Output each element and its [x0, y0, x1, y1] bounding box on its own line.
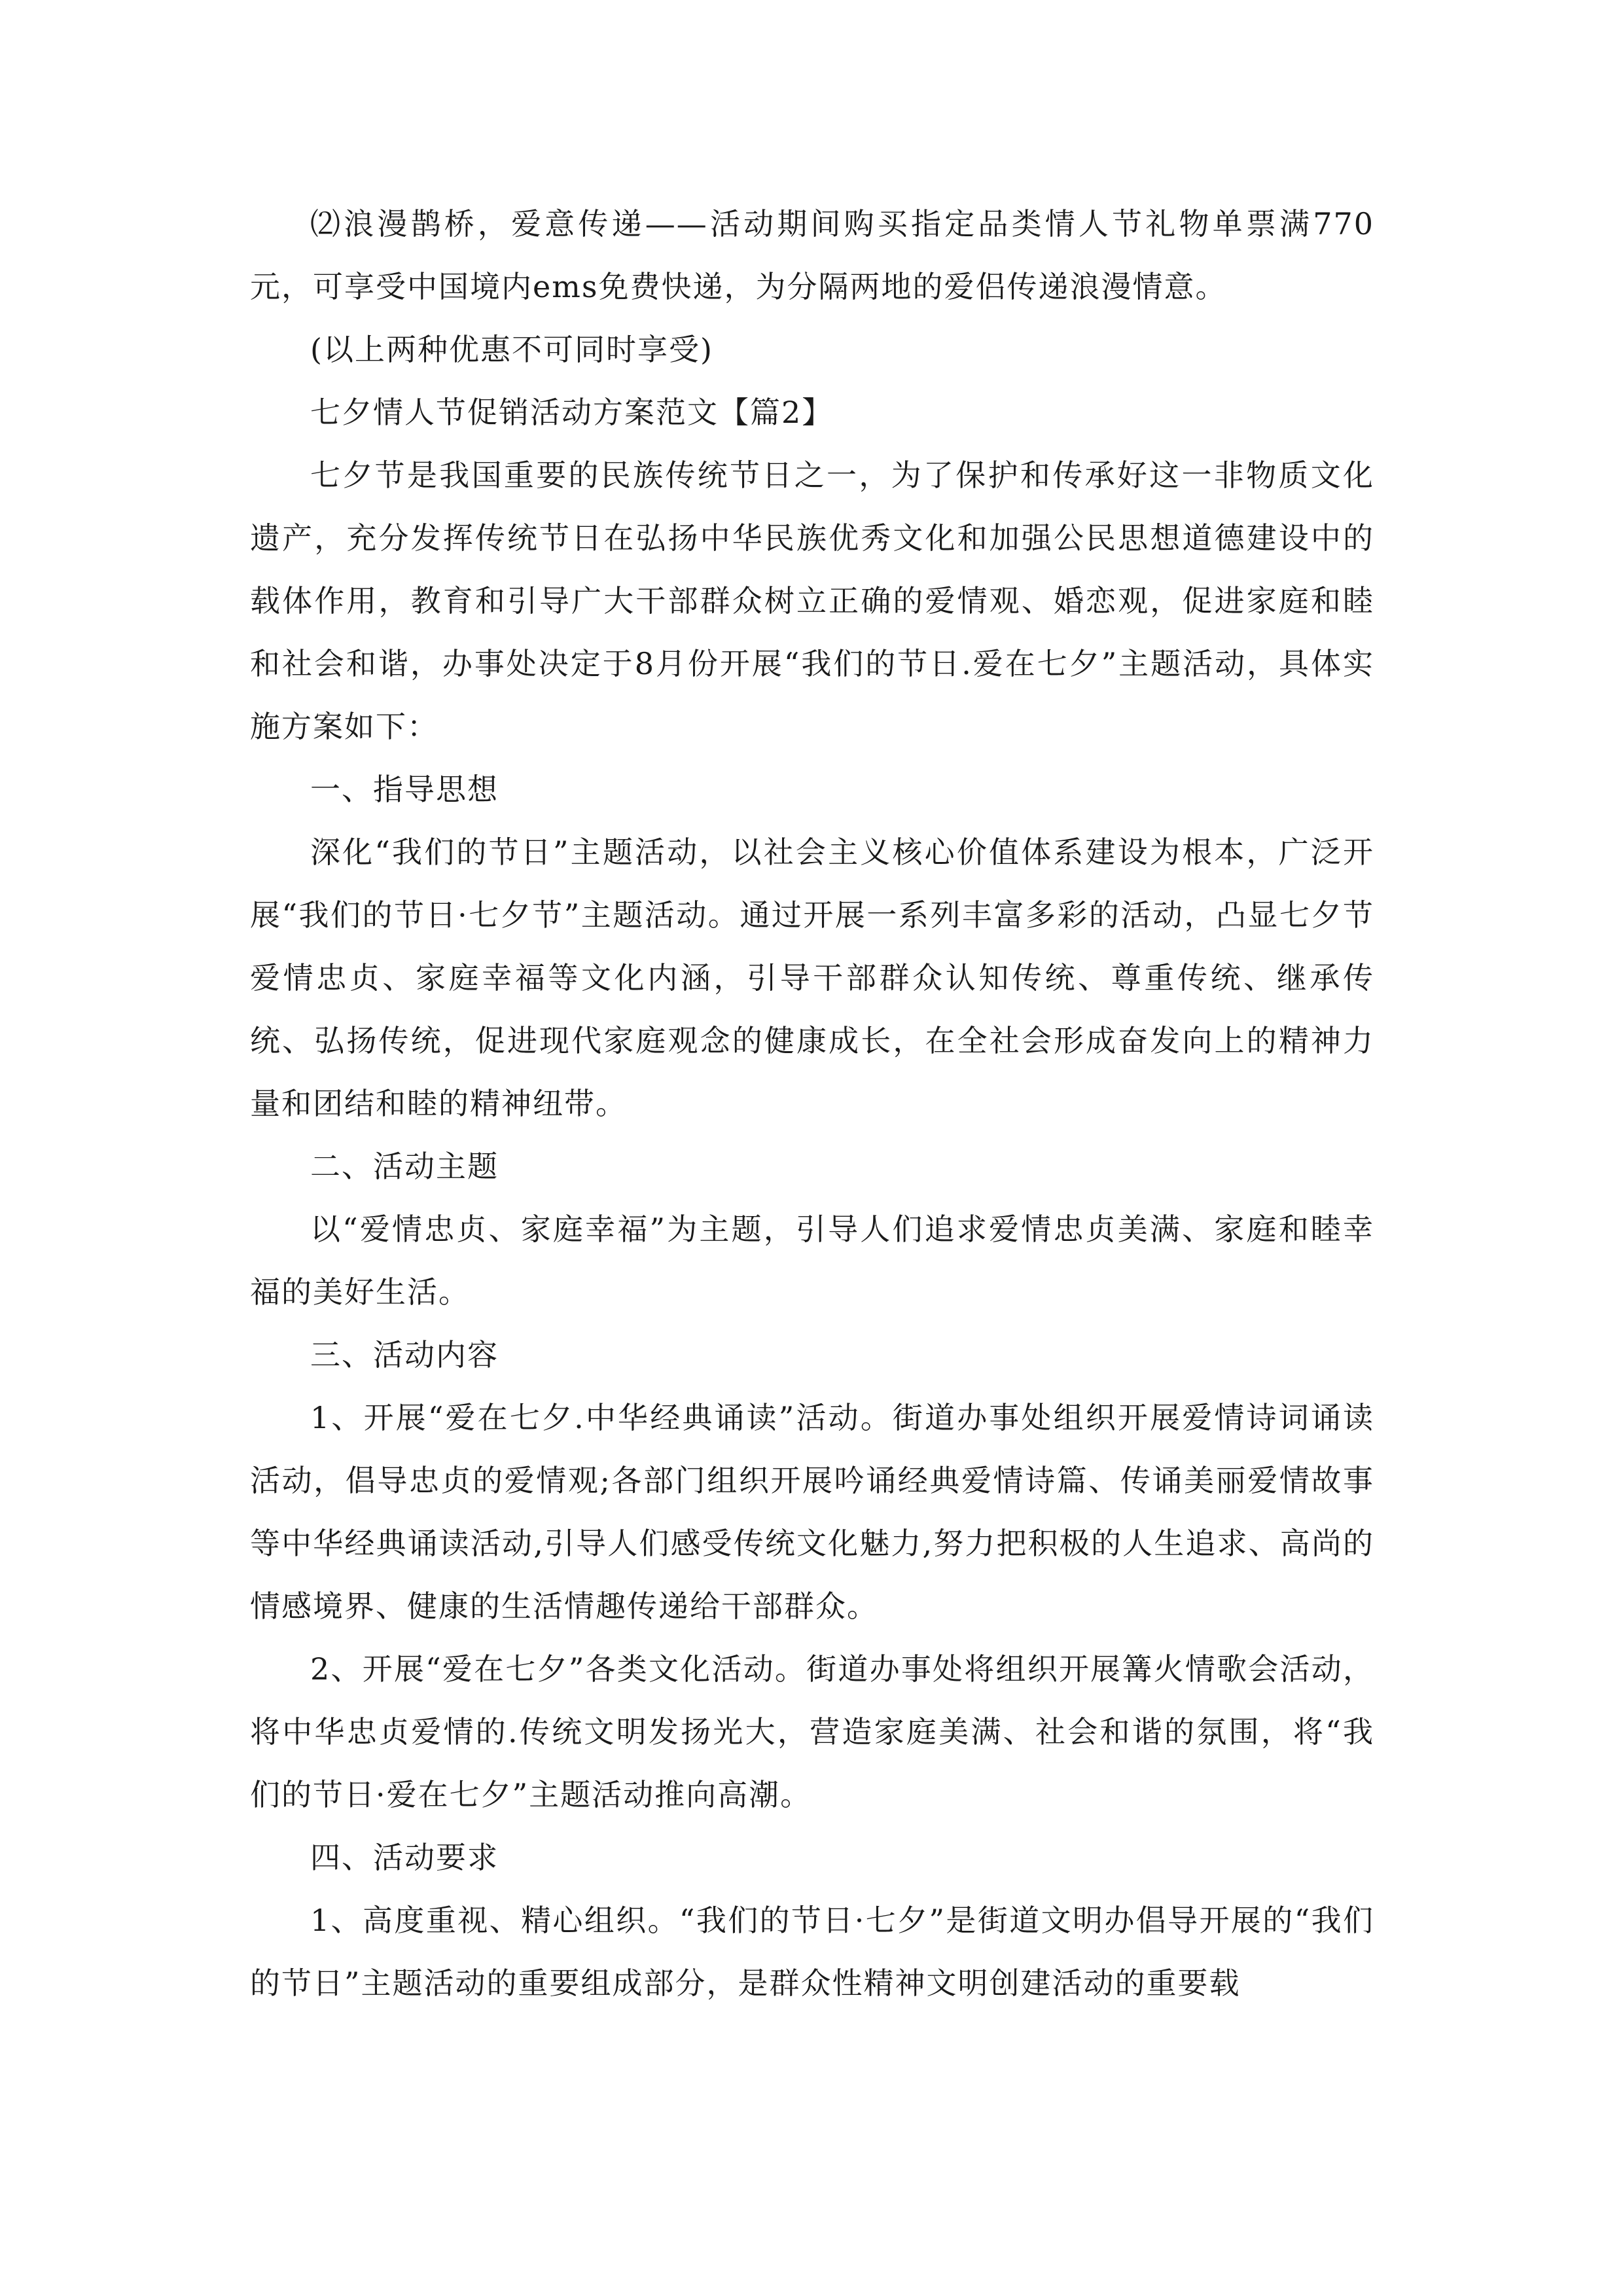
section-title-part-2: 七夕情人节促销活动方案范文【篇2】	[310, 395, 834, 430]
heading-activity-requirements: 四、活动要求	[310, 1840, 499, 1875]
heading-activity-theme: 二、活动主题	[310, 1149, 499, 1184]
paragraph-activity-theme: 以“爱情忠贞、家庭幸福”为主题，引导人们追求爱情忠贞美满、家庭和睦幸福的美好生活。	[250, 1211, 1374, 1310]
paragraph-guiding-ideology: 深化“我们的节日”主题活动，以社会主义核心价值体系建设为根本，广泛开展“我们的节日·七夕节”主题活动。通过开展一系列丰富多彩的活动，凸显七夕节爱情忠贞、家庭幸福等文化内涵，引导干部群众认知传统、尊重传统、继承传统、弘扬传统，促进现代家庭观念的健康成长，在全社会形成奋发向上的精神力量和团结和睦的精神纽带。	[250, 834, 1374, 1121]
document-body	[250, 192, 1374, 2015]
paragraph-romantic-magpie-bridge: ⑵浪漫鹊桥，爱意传递——活动期间购买指定品类情人节礼物单票满770元，可享受中国境内ems免费快递，为分隔两地的爱侣传递浪漫情意。	[250, 206, 1374, 304]
paragraph-intro: 七夕节是我国重要的民族传统节日之一，为了保护和传承好这一非物质文化遗产，充分发挥传统节日在弘扬中华民族优秀文化和加强公民思想道德建设中的载体作用，教育和引导广大干部群众树立正确的爱情观、婚恋观，促进家庭和睦和社会和谐，办事处决定于8月份开展“我们的节日.爱在七夕”主题活动，具体实施方案如下：	[250, 457, 1374, 744]
paragraph-content-item-1: 1、开展“爱在七夕.中华经典诵读”活动。街道办事处组织开展爱情诗词诵读活动，倡导忠贞的爱情观;各部门组织开展吟诵经典爱情诗篇、传诵美丽爱情故事等中华经典诵读活动,引导人们感受传统文化魅力,努力把积极的人生追求、高尚的情感境界、健康的生活情趣传递给干部群众。	[250, 1400, 1374, 1624]
paragraph-content-item-2: 2、开展“爱在七夕”各类文化活动。街道办事处将组织开展篝火情歌会活动，将中华忠贞爱情的.传统文明发扬光大，营造家庭美满、社会和谐的氛围，将“我们的节日·爱在七夕”主题活动推向高潮。	[250, 1651, 1374, 1812]
heading-activity-content: 三、活动内容	[310, 1337, 499, 1372]
paragraph-requirement-item-1: 1、高度重视、精心组织。“我们的节日·七夕”是街道文明办倡导开展的“我们的节日”主题活动的重要组成部分，是群众性精神文明创建活动的重要载	[250, 1903, 1374, 2001]
heading-guiding-ideology: 一、指导思想	[310, 772, 499, 807]
paragraph-offer-note: (以上两种优惠不可同时享受)	[310, 332, 713, 367]
